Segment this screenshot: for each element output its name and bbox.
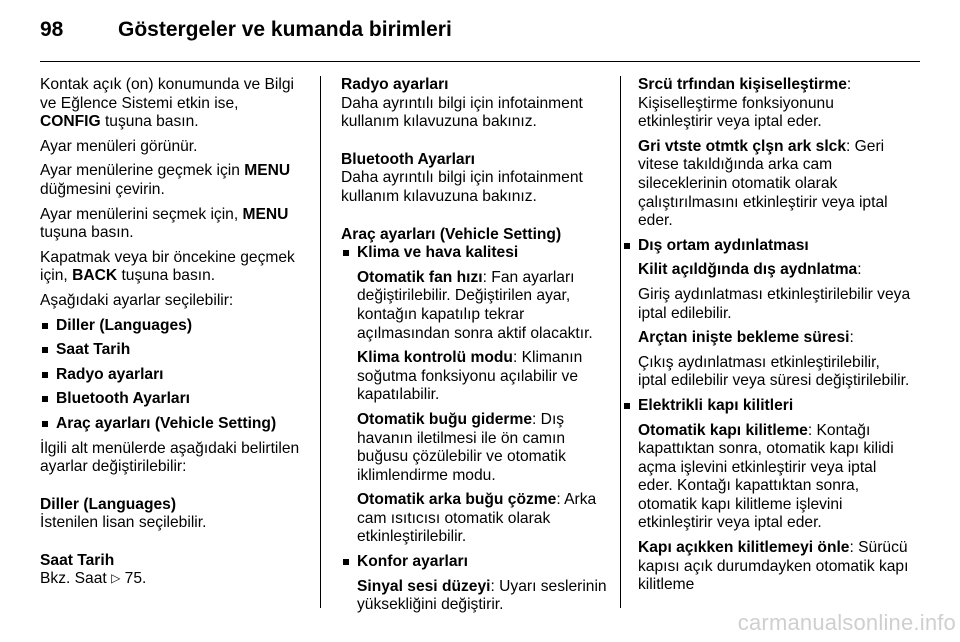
paragraph-clock: Bkz. Saat ▷ 75. [40, 570, 147, 588]
paragraph-submenus: İlgili alt menülerde aşağıdaki belirtilen ayarlar değiştirilebilir: [40, 439, 300, 476]
column-2 [341, 76, 607, 621]
option-climate-mode: Klima kontrolü modu: Klimanın soğutma fonksiyonu açılabilir ve kapatılabilir. [357, 349, 583, 404]
paragraph-radio: Daha ayrıntılı bilgi için infotainment kullanım kılavuzuna bakınız. [341, 94, 583, 131]
square-bullet-icon [42, 347, 48, 353]
option-prevent-lock: Kapı açıkken kilitlemeyi önle: Sürücü kapısı açık durumdayken otomatik kapı kilitleme [638, 539, 909, 594]
bullet-climate: Klima ve hava kalitesi [341, 244, 607, 263]
comfort-options [341, 578, 607, 615]
bullet-locks: Elektrikli kapı kilitleri [622, 397, 912, 416]
paragraph-intro: Kontak açık (on) konumunda ve Bilgi ve Eğlence Sistemi etkin ise, CONFIG tuşuna basın. [40, 76, 294, 131]
column-1 [40, 76, 306, 595]
bullet-item: Diller (Languages) [40, 317, 306, 336]
option-chime-volume: Sinyal sesi düzeyi: Uyarı seslerinin yüksekliğini değiştirir. [357, 577, 607, 614]
page-reference-arrow-icon: ▷ [111, 571, 121, 586]
paragraph-menu-press: Ayar menülerini seçmek için, MENU tuşuna basın. [40, 205, 289, 242]
square-bullet-icon [624, 403, 630, 409]
column-3 [622, 76, 912, 601]
square-bullet-icon [42, 323, 48, 329]
bullet-comfort: Konfor ayarları [341, 553, 607, 572]
paragraph-menu-turn: Ayar menülerine geçmek için MENU düğmesini çevirin. [40, 162, 291, 198]
header-rule [40, 61, 920, 62]
option-driver-personalization: Srcü trfından kişiselleştirme: Kişiselleştirme fonksiyonunu etkinleştirir veya iptal eder. [638, 76, 852, 131]
back-key: BACK [72, 267, 118, 285]
option-fan-speed: Otomatik fan hızı: Fan ayarları değiştirilebilir. Değiştirilen ayar, kontağın kapatılıp tekrar açılmasından sonra aktif olacaktır. [357, 268, 593, 342]
page-title: Göstergeler ve kumanda birimleri [118, 18, 452, 41]
option-rear-defog: Otomatik arka buğu çözme: Arka cam ısıtıcısı otomatik olarak etkinleştirilebilir. [357, 491, 597, 546]
config-key: CONFIG [40, 113, 101, 131]
paragraph-bluetooth: Daha ayrıntılı bilgi için infotainment kullanım kılavuzuna bakınız. [341, 169, 583, 205]
paragraph-options: Aşağıdaki ayarlar seçilebilir: [40, 291, 234, 309]
option-auto-lock: Otomatik kapı kilitleme: Kontağı kapattıktan sonra, otomatik kapı kilidi açma işlevini etkinleştirir veya iptal eder. Kontağı kapattıktan sonra, otomatik kapı kilitleme işlevini etkinleştirir veya iptal eder. [638, 421, 894, 532]
paragraph-languages: İstenilen lisan seçilebilir. [40, 514, 207, 532]
bullet-item: Radyo ayarları [40, 366, 306, 385]
column-divider-2 [620, 76, 621, 608]
paragraph-menus-shown: Ayar menüleri görünür. [40, 137, 198, 155]
option-rear-wiper: Gri vtste otmtk çlşn ark slck: Geri vitese takıldığında arka cam sileceklerinin otomatik olarak çalıştırılmasını etkinleştirir veya iptal eder. [638, 137, 888, 230]
heading-languages: Diller (Languages) [40, 495, 177, 513]
menu-key: MENU [242, 205, 289, 223]
bullet-item: Araç ayarları (Vehicle Setting) [40, 415, 306, 434]
column-divider-1 [320, 76, 321, 608]
option-exit-lighting: Arçtan inişte bekleme süresi: [638, 329, 854, 347]
bullet-item: Saat Tarih [40, 341, 306, 360]
square-bullet-icon [42, 396, 48, 402]
menu-key: MENU [244, 162, 291, 180]
lock-options [622, 422, 912, 595]
bullet-item: Bluetooth Ayarları [40, 390, 306, 409]
square-bullet-icon [42, 372, 48, 378]
square-bullet-icon [42, 421, 48, 427]
square-bullet-icon [624, 243, 630, 249]
page-header [40, 10, 920, 50]
page-number: 98 [40, 18, 64, 41]
option-unlock-lighting-text: Giriş aydınlatması etkinleştirilebilir veya iptal edilebilir. [638, 285, 911, 322]
lighting-options [622, 261, 912, 391]
watermark: carmanualsonline.info [737, 610, 956, 635]
heading-vehicle: Araç ayarları (Vehicle Setting) [341, 225, 562, 243]
climate-options [341, 269, 607, 547]
bullet-lighting: Dış ortam aydınlatması [622, 237, 912, 256]
paragraph-back: Kapatmak veya bir öncekine geçmek için, BACK tuşuna basın. [40, 248, 295, 285]
square-bullet-icon [343, 250, 349, 256]
comfort-options-cont [622, 76, 912, 231]
heading-clock: Saat Tarih [40, 551, 115, 569]
heading-bluetooth: Bluetooth Ayarları [341, 150, 476, 168]
option-exit-lighting-text: Çıkış aydınlatması etkinleştirilebilir, iptal edilebilir veya süresi değiştirilebilir. [638, 353, 910, 390]
option-unlock-lighting: Kilit açıldğında dış aydnlatma: [638, 261, 862, 279]
square-bullet-icon [343, 559, 349, 565]
heading-radio: Radyo ayarları [341, 76, 449, 93]
option-auto-defog: Otomatik buğu giderme: Dış havanın iletilmesi ile ön camın buğusu çözülebilir ve otomatik iklimlendirme modu. [357, 410, 566, 484]
